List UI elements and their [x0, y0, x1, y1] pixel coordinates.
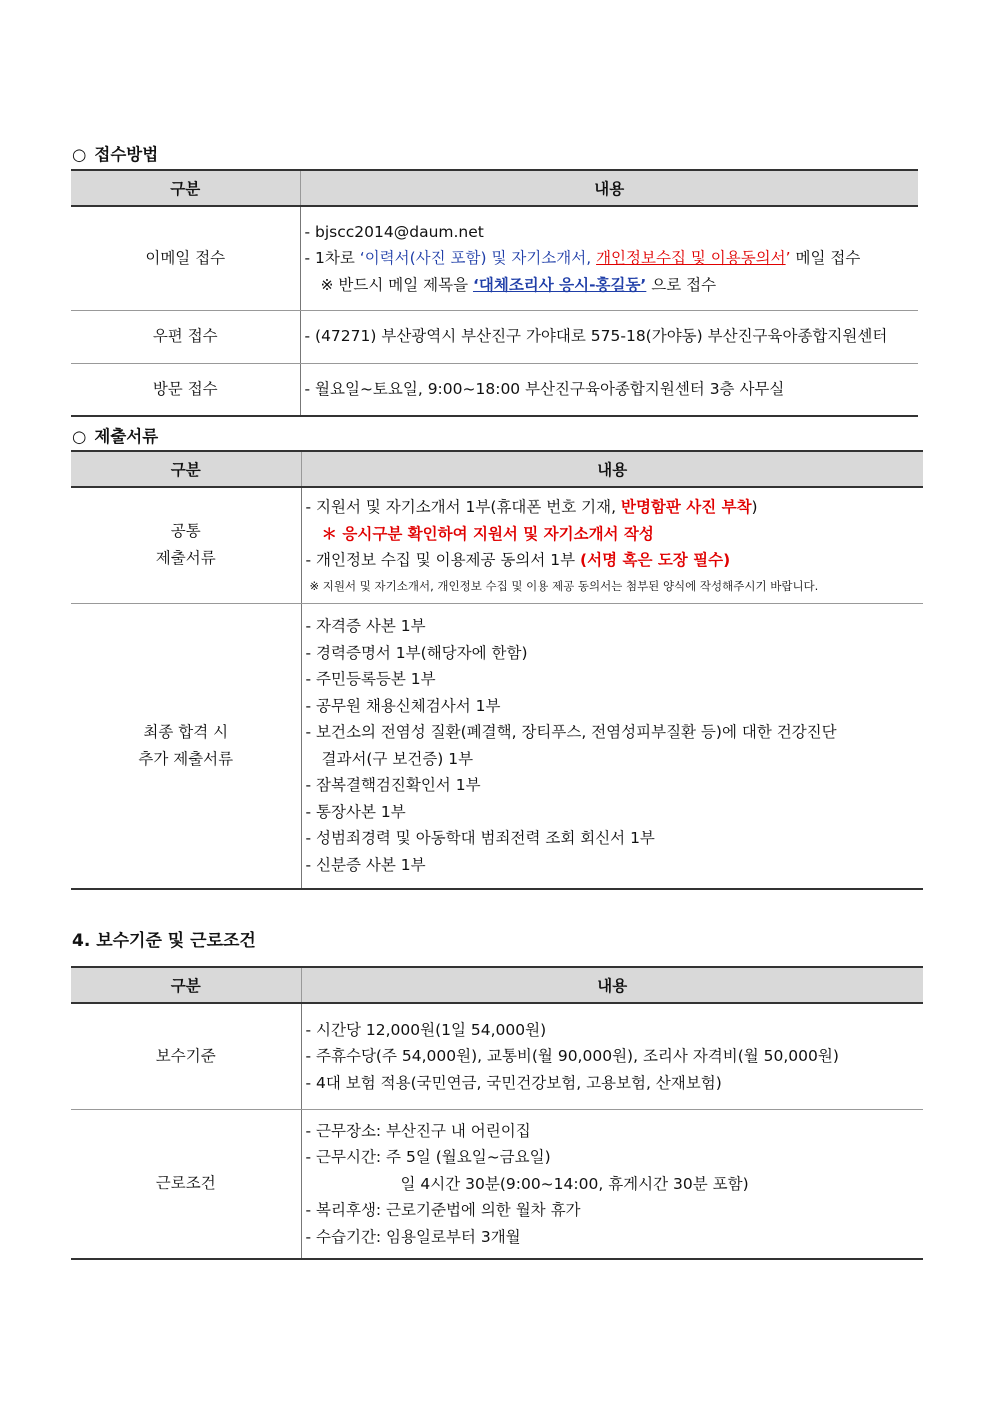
table-header-row [71, 967, 923, 1003]
header-category: 구분 [71, 170, 300, 206]
circle-bullet: ○ [72, 145, 87, 164]
pay-conditions-table [71, 966, 923, 1260]
list-item: - 통장사본 1부 [305, 802, 406, 821]
list-item: - 성범죄경력 및 아동학대 범죄전력 조회 회신서 1부 [305, 829, 655, 848]
consent-text: - 개인정보 수집 및 이용제공 동의서 1부 [305, 551, 581, 569]
label-line-1: 최종 합격 시 [143, 722, 229, 741]
table-row-email [71, 206, 918, 310]
table-header-row [71, 170, 918, 206]
subject-note-prefix: ※ 반드시 메일 제목을 [320, 275, 473, 294]
list-item: - 신분증 사본 1부 [305, 855, 426, 874]
list-item-continued: 결과서(구 보건증) 1부 [321, 749, 474, 768]
subject-note-suffix: 으로 접수 [646, 275, 717, 294]
common-doc-consent [306, 547, 920, 574]
section-heading-pay-conditions: 4. 보수기준 및 근로조건 [72, 931, 256, 951]
label-line-2: 제출서류 [155, 549, 216, 568]
common-doc-application [306, 494, 920, 521]
list-item: - 경력증명서 1부(해당자에 한함) [305, 643, 528, 662]
list-item: - 수습기간: 임용일로부터 3개월 [305, 1227, 521, 1246]
common-doc-warning: ＊ 응시구분 확인하여 지원서 및 자기소개서 작성 [321, 524, 654, 543]
content-common-docs [301, 487, 923, 603]
header-content: 내용 [301, 451, 923, 487]
email-instruction [305, 245, 915, 272]
submission-method-table [71, 169, 918, 417]
label-final-docs [71, 603, 301, 889]
application-text: - 지원서 및 자기소개서 1부(휴대폰 번호 기재, [305, 498, 621, 516]
email-instr-quote: ’ [785, 249, 791, 267]
subject-example-link[interactable]: ‘대체조리사 응시-홍길동’ [472, 275, 647, 294]
table-row-mail [71, 310, 918, 363]
email-instr-consent: 개인정보수집 및 이용동의서 [596, 249, 786, 267]
list-item: - 근무시간: 주 5일 (월요일~금요일) [305, 1148, 551, 1166]
email-instr-prefix: - 1차로 [304, 249, 360, 267]
email-address: - bjscc2014@daum.net [304, 222, 484, 241]
section-title-text: 제출서류 [94, 427, 159, 446]
content-visit [300, 363, 918, 416]
email-instr-docs: ‘이력서(사진 포함) 및 자기소개서, [359, 249, 597, 267]
list-item: - 주민등록등본 1부 [305, 670, 436, 689]
close-paren: ) [751, 498, 758, 516]
list-item: - 4대 보험 적용(국민연금, 국민건강보험, 고용보험, 산재보험) [305, 1073, 722, 1092]
visit-hours: - 월요일~토요일, 9:00~18:00 부산진구육아종합지원센터 3층 사무실 [304, 380, 785, 398]
section-title-text: 접수방법 [94, 145, 159, 164]
label-line-2: 추가 제출서류 [138, 749, 234, 768]
list-item: - 공무원 채용신체검사서 1부 [305, 696, 501, 715]
documents-table [71, 450, 923, 890]
email-subject-note [305, 272, 915, 299]
label-work: 근로조건 [71, 1109, 301, 1259]
table-row-common-docs [71, 487, 923, 603]
signature-required: (서명 혹은 도장 필수) [580, 551, 731, 569]
content-email [300, 206, 918, 310]
label-mail: 우편 접수 [71, 310, 300, 363]
list-item: - 시간당 12,000원(1일 54,000원) [305, 1020, 547, 1039]
list-item: - 복리후생: 근로기준법에 의한 월차 휴가 [305, 1201, 581, 1219]
email-instr-suffix: 메일 접수 [790, 249, 861, 267]
header-content: 내용 [300, 170, 918, 206]
table-row-work [71, 1109, 923, 1259]
header-content: 내용 [301, 967, 923, 1003]
photo-required: 반명함판 사진 부착 [620, 498, 752, 516]
list-item: - 자격증 사본 1부 [305, 617, 426, 636]
label-visit: 방문 접수 [71, 363, 300, 416]
mail-address: - (47271) 부산광역시 부산진구 가야대로 575-18(가야동) 부산진구육아종합지원센터 [304, 327, 888, 346]
list-item-continued: 일 4시간 30분(9:00~14:00, 휴게시간 30분 포함) [400, 1174, 749, 1193]
section-title-submission-method [72, 141, 158, 165]
table-header-row [71, 451, 923, 487]
table-row-final-docs [71, 603, 923, 889]
header-category: 구분 [71, 967, 301, 1003]
content-work [301, 1109, 923, 1259]
section-title-documents [72, 423, 158, 447]
label-common-docs [71, 487, 301, 603]
label-line-1: 공통 [170, 522, 201, 541]
circle-bullet: ○ [72, 427, 87, 446]
table-row-visit [71, 363, 918, 416]
table-row-pay [71, 1003, 923, 1109]
content-final-docs [301, 603, 923, 889]
list-item: - 주휴수당(주 54,000원), 교통비(월 90,000원), 조리사 자격비(월 50,000원) [305, 1047, 839, 1065]
list-item: - 근무장소: 부산진구 내 어린이집 [305, 1121, 531, 1140]
header-category: 구분 [71, 451, 301, 487]
content-pay [301, 1003, 923, 1109]
label-pay: 보수기준 [71, 1003, 301, 1109]
list-item: - 잠복결핵검진확인서 1부 [305, 776, 481, 795]
content-mail [300, 310, 918, 363]
label-email: 이메일 접수 [71, 206, 300, 310]
list-item: - 보건소의 전염성 질환(폐결핵, 장티푸스, 전염성피부질환 등)에 대한 건강진단 [305, 723, 837, 742]
common-doc-note: ※ 지원서 및 자기소개서, 개인정보 수집 및 이용 제공 동의서는 첨부된 양식에 작성해주시기 바랍니다. [309, 578, 819, 593]
